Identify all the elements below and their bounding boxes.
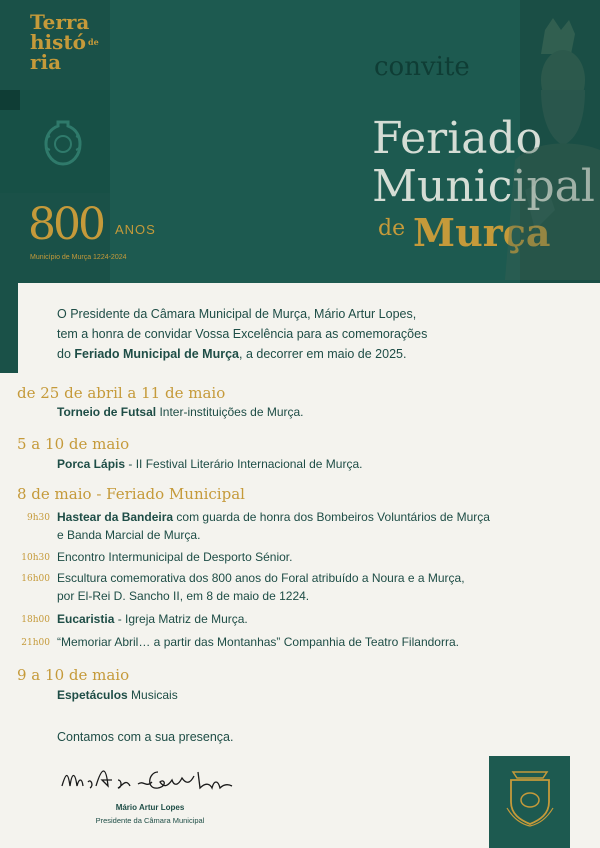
event-time: 18h00	[21, 615, 50, 625]
event-eucaristia: Eucaristia - Igreja Matriz de Murça.	[57, 612, 248, 626]
event-time: 21h00	[21, 638, 50, 648]
intro-paragraph: O Presidente da Câmara Municipal de Murça, Mário Artur Lopes, tem a honra de convidar Vossa Excelência para as comemorações do Feriado Municipal de Murça, a decorrer em maio de 2025.	[57, 307, 428, 361]
event-futsal: Torneio de Futsal Inter-instituições de Murça.	[57, 405, 304, 419]
header-banner	[0, 0, 600, 283]
event-escultura: Escultura comemorativa dos 800 anos do Foral atribuído a Noura e a Murça, por El-Rei D. Sancho II, em 8 de maio de 1224.	[57, 571, 465, 603]
signatory-role: Presidente da Câmara Municipal	[95, 816, 205, 825]
header-square-accent	[0, 90, 20, 110]
handwritten-signature	[60, 762, 240, 798]
event-hastear-bandeira: Hastear da Bandeira com guarda de honra dos Bombeiros Voluntários de Murça e Banda Marcial de Murça.	[57, 510, 490, 542]
pottery-jar-icon	[42, 118, 84, 168]
municipal-crest	[489, 756, 570, 848]
anniversary-subtitle: Município de Murça 1224-2024	[30, 254, 127, 261]
title-de: de	[378, 216, 406, 241]
terra-de-historia-logo: Terra histó $^{de}$ ria	[30, 10, 99, 74]
section-heading-futsal: de 25 de abril a 11 de maio	[17, 384, 226, 402]
king-portrait-illustration	[495, 10, 600, 280]
anniversary-anos: ANOS	[115, 222, 156, 237]
title-line-murca: Murça	[413, 210, 551, 255]
event-espetaculos: Espetáculos Musicais	[57, 688, 178, 702]
title-line-municipal: Municipal	[372, 161, 595, 212]
coat-of-arms-icon	[503, 768, 557, 836]
event-porca-lapis: Porca Lápis - II Festival Literário Internacional de Murça.	[57, 457, 363, 471]
signatory-name: Mário Artur Lopes	[115, 803, 185, 812]
section-heading-espetaculos: 9 a 10 de maio	[17, 666, 130, 684]
closing-text: Contamos com a sua presença.	[57, 730, 234, 744]
section-heading-feriado: 8 de maio - Feriado Municipal	[17, 485, 245, 503]
event-desporto-senior: Encontro Intermunicipal de Desporto Sénior.	[57, 550, 293, 564]
event-time: 9h30	[27, 513, 50, 523]
convite-label: convite	[374, 52, 470, 82]
anniversary-number: 800	[28, 199, 103, 250]
event-time: 10h30	[21, 553, 50, 563]
title-line-feriado: Feriado	[372, 113, 543, 164]
left-accent-bar	[0, 283, 18, 373]
section-heading-porca-lapis: 5 a 10 de maio	[17, 435, 130, 453]
event-time: 16h00	[21, 574, 50, 584]
event-memoriar-abril: “Memoriar Abril… a partir das Montanhas” Companhia de Teatro Filandorra.	[57, 635, 459, 649]
